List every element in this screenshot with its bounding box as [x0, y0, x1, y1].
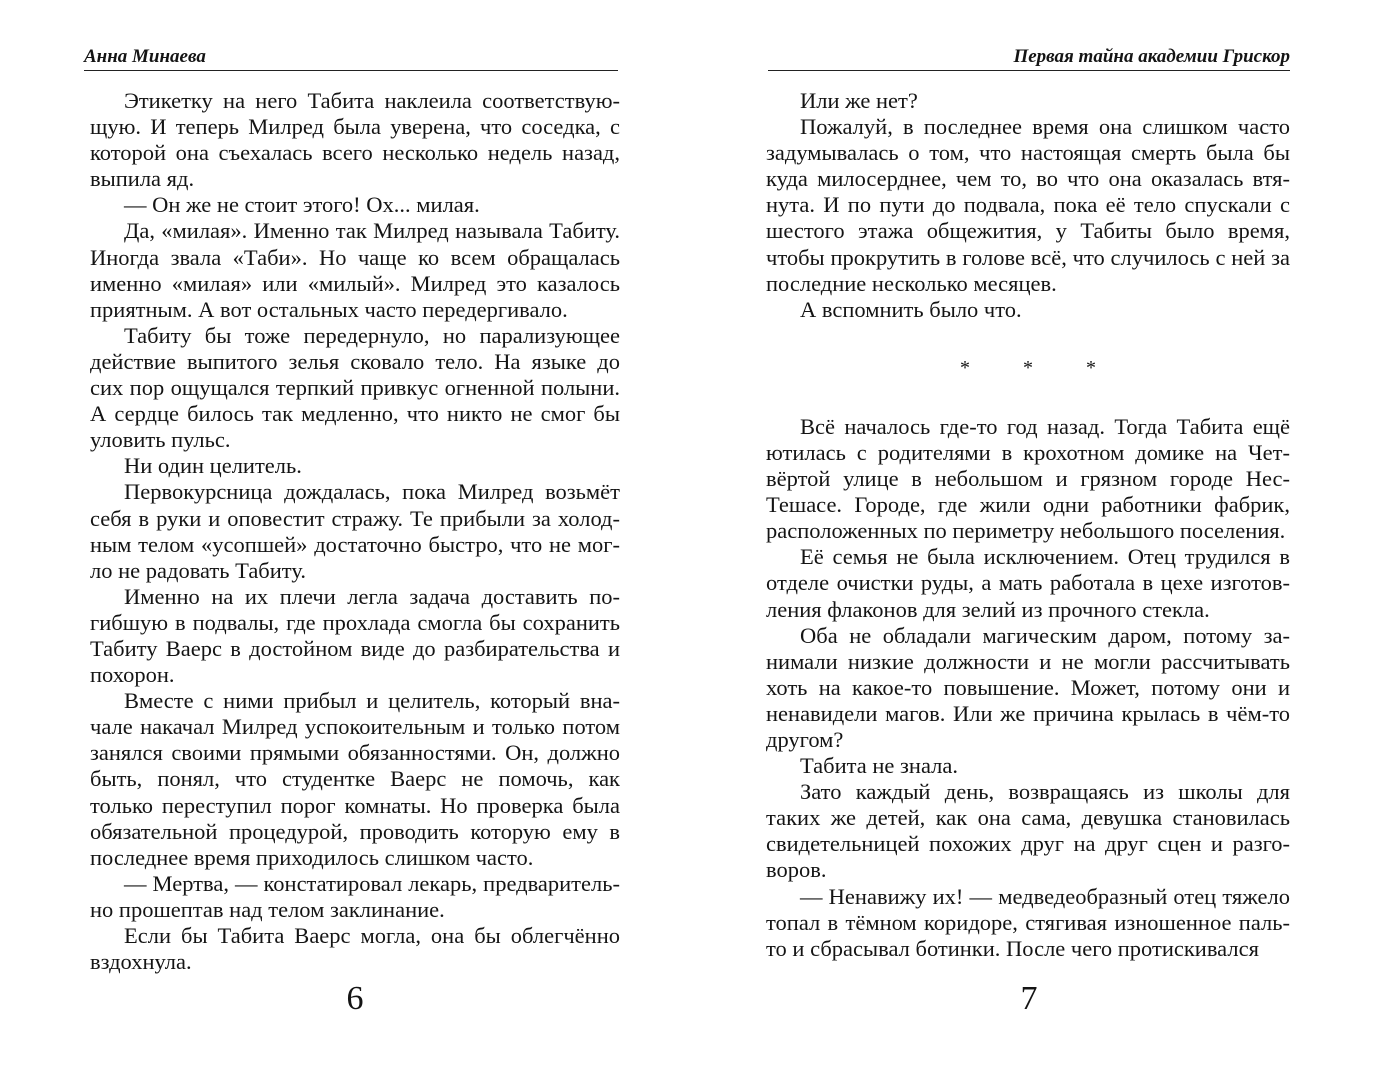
paragraph: Именно на их плечи легла задача доставить погибшую в подвалы, где прохлада смогла бы сохранить Табиту Ваерс в достойном виде до разбирательства и похорон. [90, 583, 620, 688]
right-body-text [766, 88, 1290, 962]
paragraph: Ни один целитель. [124, 453, 302, 479]
right-running-head-title: Первая тайна академии Грискор [1013, 46, 1290, 67]
paragraph: Да, «милая». Именно так Милред называла Табиту. Иногда звала «Таби». Но чаще ко всем обращалась именно «милая» или «милый». Милред это казалось приятным. А вот остальных часто передергивало. [90, 218, 620, 322]
paragraph: — Мертва, — констатировал лекарь, предварительно прошептав над телом заклинание. [90, 870, 620, 922]
paragraph: Оба не обладали магическим даром, потому занимали низкие должности и не могли рассчитывать хоть на какое-то повышение. Может, потому они и ненавидели магов. Или же причина крылась в чём-то другом? [766, 622, 1290, 752]
right-page-number: 7 [1020, 980, 1038, 1017]
section-break: * * * [960, 356, 1120, 379]
paragraph: — Ненавижу их! — медведеобразный отец тяжело топал в тёмном коридоре, стягивая изношенное пальто и сбрасывал ботинки. После чего протискивался [766, 883, 1290, 961]
paragraph: Этикетку на него Табита наклеила соответствующую. И теперь Милред была уверена, что соседка, с которой она съехалась всего несколько недель назад, выпила яд. [90, 88, 620, 192]
left-page-number: 6 [346, 980, 364, 1017]
paragraph: Или же нет? [800, 88, 918, 113]
paragraph: Табиту бы тоже передернуло, но парализующее действие выпитого зелья сковало тело. На языке до сих пор ощущался терпкий привкус огненной полыни. А сердце билось так медленно, что никто не смог бы уловить пульс. [90, 322, 620, 453]
paragraph: Вместе с ними прибыл и целитель, который вначале накачал Милред успокоительным и только потом занялся своими прямыми обязанностями. Он, должно быть, понял, что студентке Ваерс не помочь, как только переступил порог комнаты. Но проверка была обязательной процедурой, проводить которую ему в последнее время приходилось слишком часто. [90, 688, 620, 870]
right-header-rule [768, 70, 1290, 71]
left-header-rule [84, 70, 618, 71]
left-body-text [90, 88, 620, 975]
paragraph: Табита не знала. [800, 753, 958, 779]
paragraph: Всё началось где-то год назад. Тогда Табита ещё ютилась с родителями в крохотном домике на Четвёртой улице в небольшом и грязном городе НесТешасе. Городе, где жили одни работники фабрик, расположенных по периметру небольшого поселения. [766, 413, 1290, 544]
paragraph: А вспомнить было что. [800, 296, 1022, 322]
paragraph: Первокурсница дождалась, пока Милред возьмёт себя в руки и оповестит стражу. Те прибыли за холодным телом «усопшей» достаточно быстро, что не могло не радовать Табиту. [90, 479, 620, 583]
paragraph: Зато каждый день, возвращаясь из школы для таких же детей, как она сама, девушка становилась свидетельницей похожих друг на друг сцен и разговоров. [766, 779, 1290, 883]
paragraph: Пожалуй, в последнее время она слишком часто задумывалась о том, что настоящая смерть была бы куда милосерднее, чем то, во что она оказалась втянута. И по пути до подвала, пока её тело спускали с шестого этажа общежития, у Табиты было время, чтобы прокрутить в голове всё, что случилось с ней за последние несколько месяцев. [766, 114, 1290, 296]
paragraph: Если бы Табита Ваерс могла, она бы облегчённо вздохнула. [90, 923, 620, 975]
paragraph: — Он же не стоит этого! Ох... милая. [124, 192, 480, 218]
paragraph: Её семья не была исключением. Отец трудился в отделе очистки руды, а мать работала в цехе изготовления флаконов для зелий из прочного стекла. [766, 544, 1290, 622]
right-page [688, 0, 1376, 1080]
left-running-head-author: Анна Минаева [84, 46, 206, 67]
